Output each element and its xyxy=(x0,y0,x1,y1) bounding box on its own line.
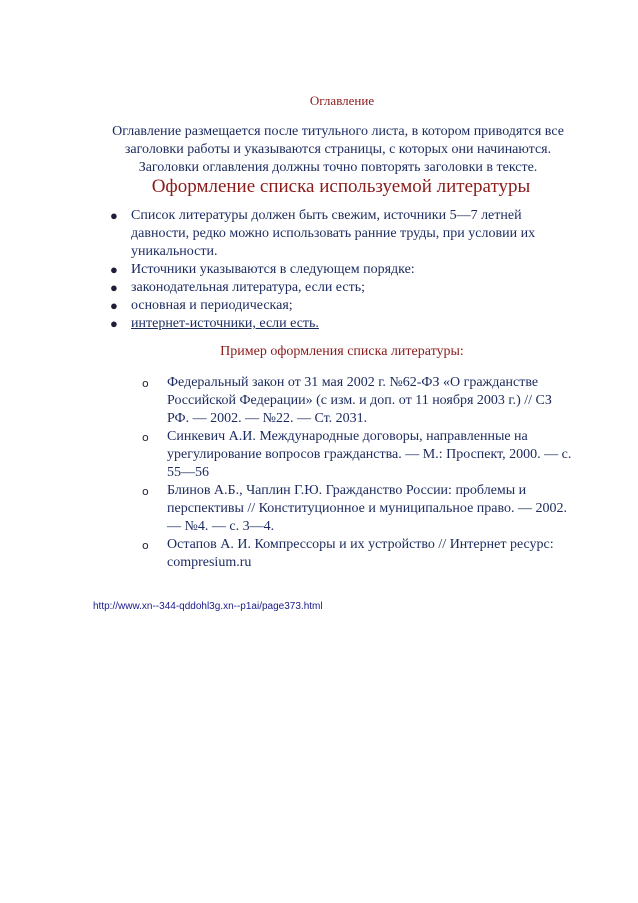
circle-bullet-icon: o xyxy=(142,377,149,390)
intro-line: Заголовки оглавления должны точно повторять заголовки в тексте. xyxy=(138,160,538,175)
reference-line: перспективы // Конституционное и муниципальное право. — 2002. xyxy=(167,501,568,516)
bullet-line: законодательная литература, если есть; xyxy=(131,280,365,295)
bullet-dot-icon: ● xyxy=(110,208,118,223)
bullet-line: давности, редко можно использовать ранние труды, при условии их xyxy=(131,226,536,241)
bullet-item xyxy=(96,279,566,297)
reference-item xyxy=(142,482,592,536)
reference-line: Блинов А.Б., Чаплин Г.Ю. Гражданство России: проблемы и xyxy=(167,483,527,498)
bullet-line-link[interactable]: интернет-источники, если есть. xyxy=(131,316,319,331)
toc-heading: Оглавление xyxy=(309,93,375,108)
bullet-item xyxy=(96,207,566,261)
reference-item xyxy=(142,536,592,572)
reference-item xyxy=(142,374,592,428)
reference-line: урегулирование вопросов гражданства. — М.: Проспект, 2000. — с. xyxy=(167,447,572,462)
bullet-item xyxy=(96,315,566,333)
reference-line: Российской Федерации» (с изм. и доп. от 11 ноября 2003 г.) // СЗ xyxy=(167,393,552,408)
reference-line: Федеральный закон от 31 мая 2002 г. №62-ФЗ «О гражданстве xyxy=(167,375,539,390)
bullet-line: Список литературы должен быть свежим, источники 5—7 летней xyxy=(131,208,522,223)
reference-item xyxy=(142,428,592,482)
bullet-dot-icon: ● xyxy=(110,298,118,313)
reference-line: Синкевич А.И. Международные договоры, направленные на xyxy=(167,429,528,444)
bullet-line: основная и периодическая; xyxy=(131,298,293,313)
section-title: Оформление списка используемой литературы xyxy=(151,176,531,197)
requirements-bullet-list xyxy=(96,207,566,333)
bullet-dot-icon: ● xyxy=(110,280,118,295)
bullet-item xyxy=(96,261,566,279)
reference-line: Остапов А. И. Компрессоры и их устройство // Интернет ресурс: xyxy=(167,537,554,552)
intro-line: заголовки работы и указываются страницы, с которых они начинаются. xyxy=(124,142,552,157)
bullet-dot-icon: ● xyxy=(110,316,118,331)
bullet-item xyxy=(96,297,566,315)
bullet-line: Источники указываются в следующем порядке: xyxy=(131,262,415,277)
circle-bullet-icon: o xyxy=(142,539,149,552)
reference-line: — №4. — с. 3—4. xyxy=(167,519,275,534)
circle-bullet-icon: o xyxy=(142,431,149,444)
circle-bullet-icon: o xyxy=(142,485,149,498)
example-heading: Пример оформления списка литературы: xyxy=(220,344,464,359)
bullet-line: уникальности. xyxy=(131,244,218,259)
bullet-dot-icon: ● xyxy=(110,262,118,277)
intro-line: Оглавление размещается после титульного листа, в котором приводятся все xyxy=(112,124,564,139)
toc-intro-paragraph xyxy=(100,123,576,177)
reference-line: 55—56 xyxy=(167,465,209,480)
reference-line: compresium.ru xyxy=(167,555,252,570)
reference-list xyxy=(142,374,592,572)
source-url-link[interactable]: http://www.xn--344-qddohl3g.xn--p1ai/page373.html xyxy=(93,601,323,612)
reference-line: РФ. — 2002. — №22. — Ст. 2031. xyxy=(167,411,368,426)
